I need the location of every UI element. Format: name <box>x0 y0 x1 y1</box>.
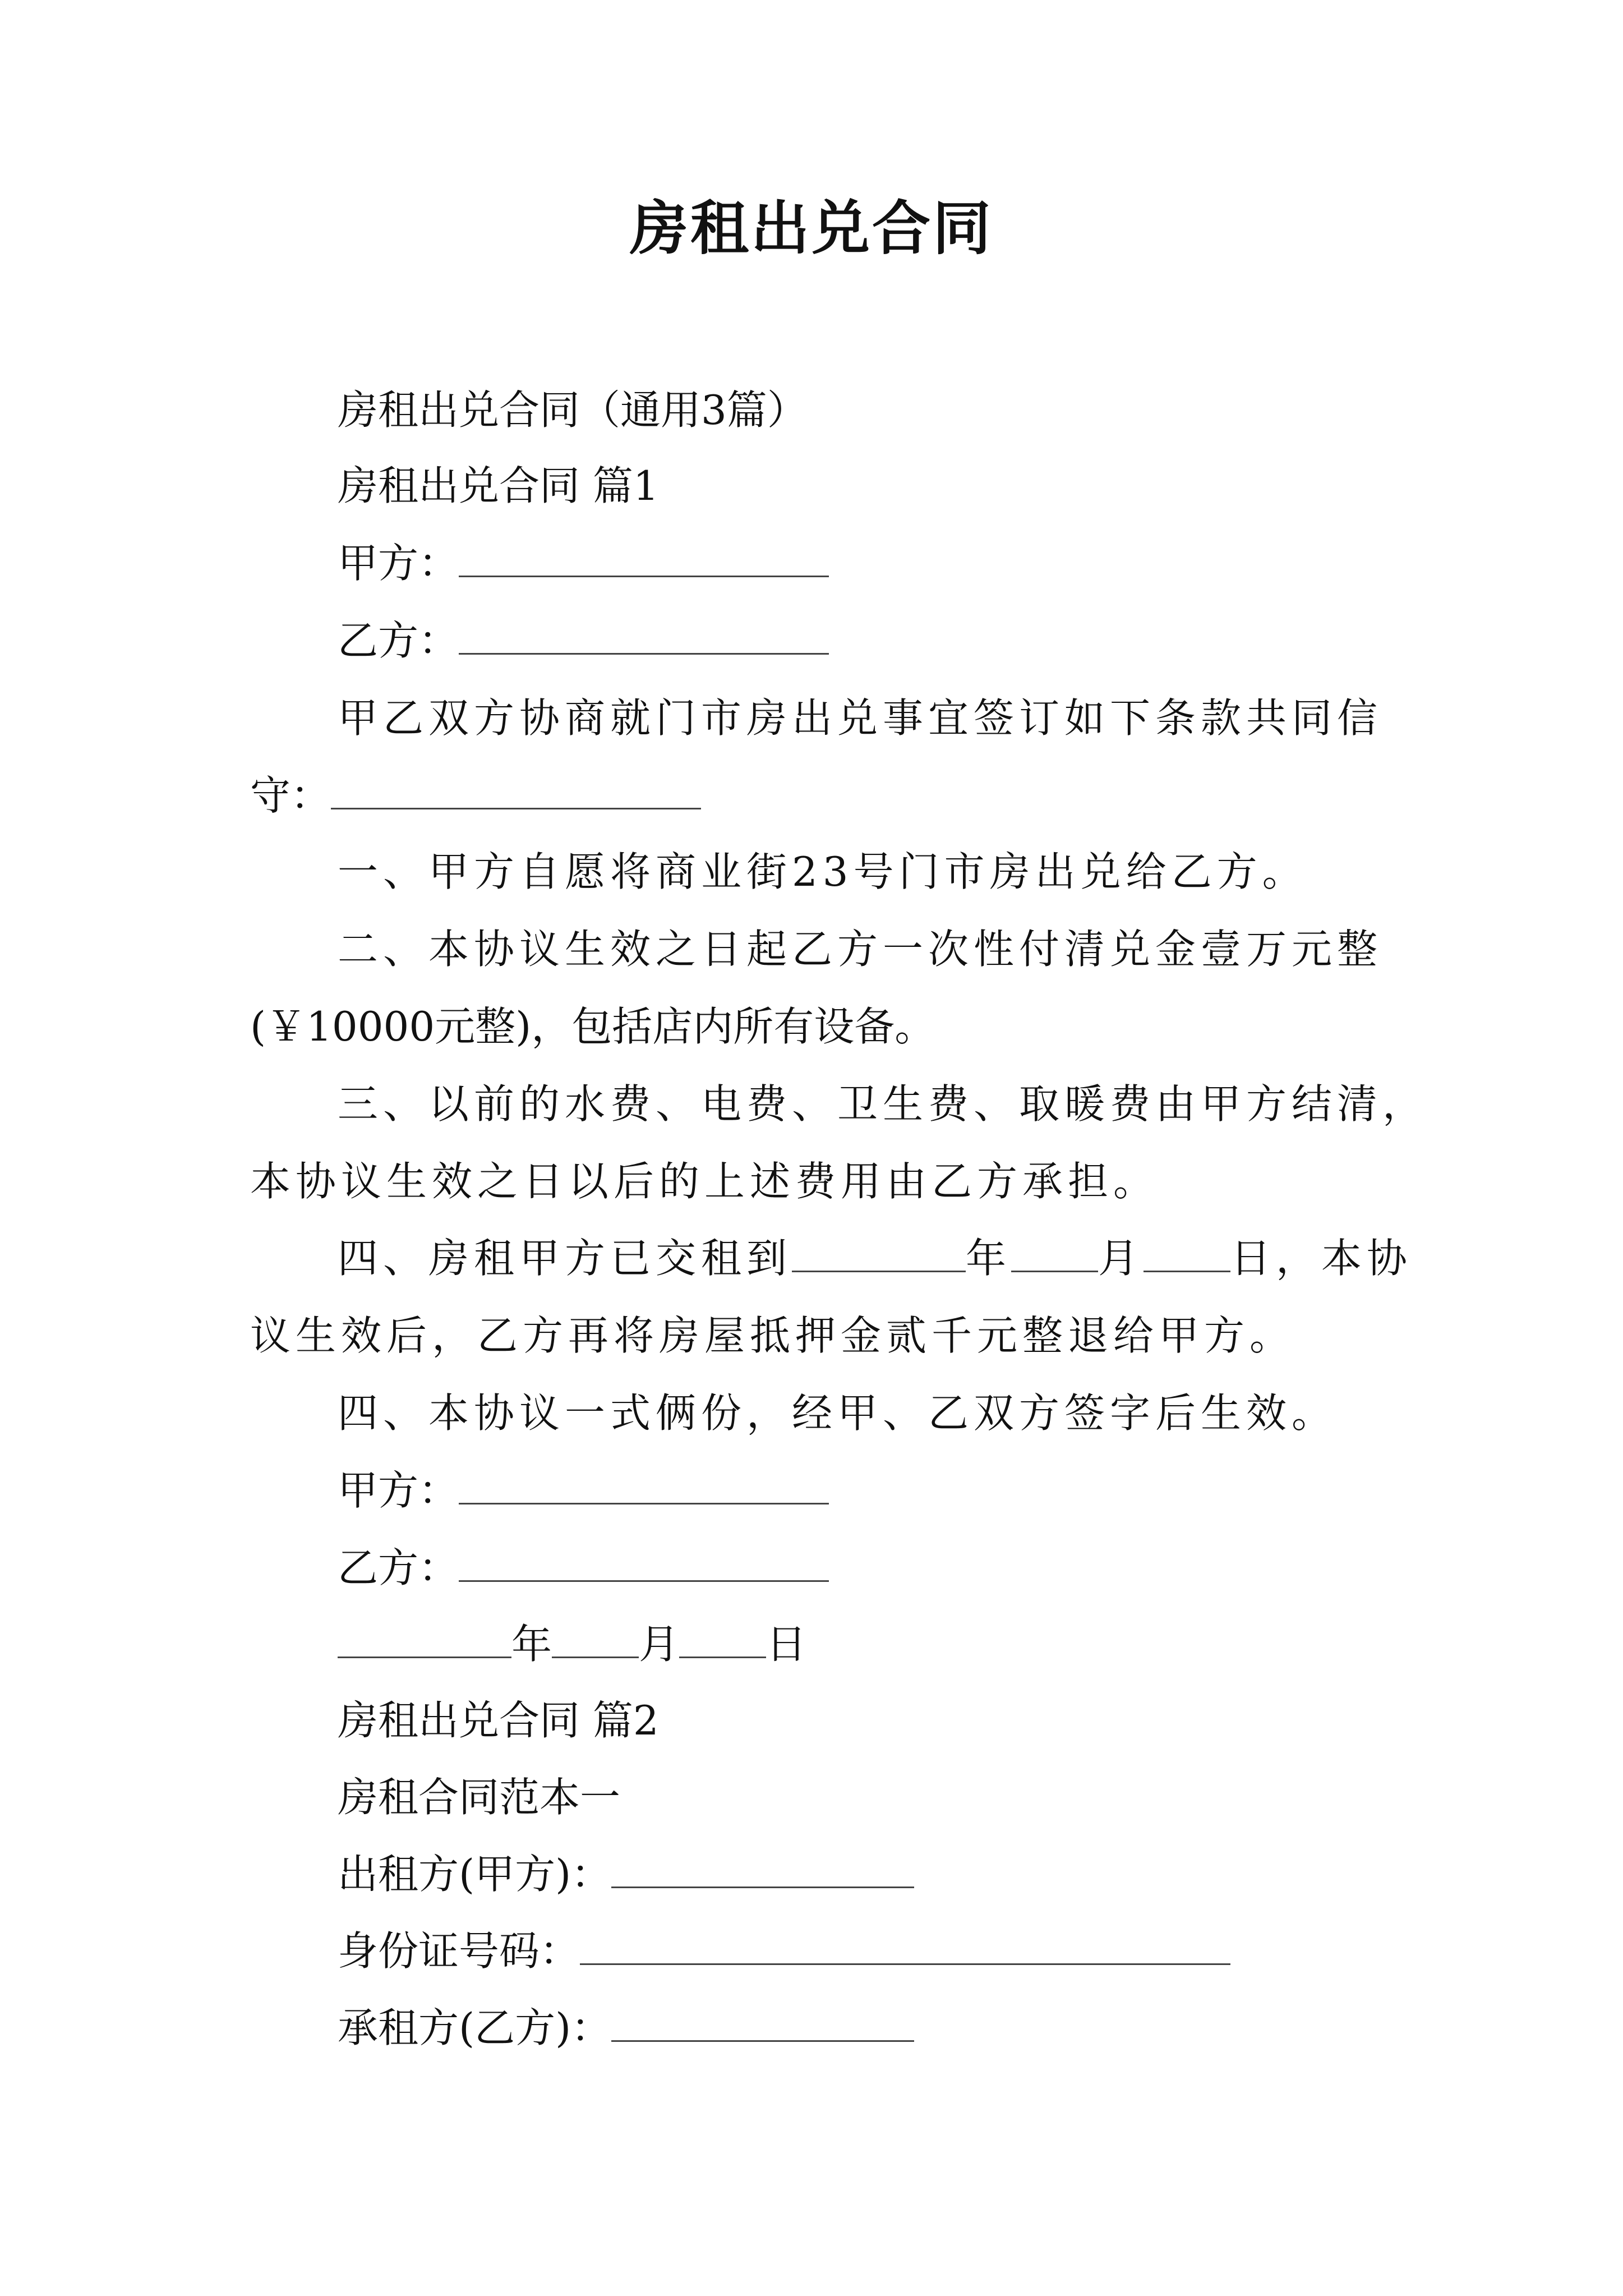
sign-b-blank <box>459 1549 829 1582</box>
clause-5-text: 四、本协议一式俩份，经甲、乙双方签字后生效。 <box>338 1389 1338 1437</box>
lessee-line <box>338 2004 914 2052</box>
sample-title-text: 房租合同范本一 <box>338 1774 621 1821</box>
date-day: 日 <box>766 1621 807 1668</box>
document-subtitle <box>338 386 808 434</box>
clause-4-month: 月 <box>1098 1235 1144 1282</box>
clause-5 <box>338 1389 1337 1437</box>
clause-4-day: 日，本协 <box>1230 1235 1413 1282</box>
clause-2-line-2 <box>250 1002 935 1051</box>
party-b-label: 乙方： <box>338 617 459 664</box>
sign-b-label: 乙方： <box>338 1544 459 1591</box>
lessor-label: 出租方(甲方)： <box>338 1851 612 1898</box>
intro-line-2 <box>250 771 701 820</box>
clause-1 <box>338 848 1308 896</box>
date-month-blank <box>552 1625 639 1658</box>
lessee-blank <box>611 2009 914 2042</box>
clause-2-text-2: (￥10000元整)，包括店内所有设备。 <box>250 1003 935 1050</box>
date-year: 年 <box>511 1621 552 1668</box>
clause-2-text-1: 二、本协议生效之日起乙方一次性付清兑金壹万元整 <box>338 926 1383 973</box>
section1-heading <box>338 462 659 510</box>
date-month: 月 <box>639 1621 680 1668</box>
section2-heading <box>338 1696 659 1745</box>
intro-text-1: 甲乙双方协商就门市房出兑事宜签订如下条款共同信 <box>338 694 1383 742</box>
sign-a-line <box>338 1466 829 1515</box>
date-year-blank <box>338 1625 511 1658</box>
clause-4-month-blank <box>1011 1239 1098 1272</box>
clause-3-line-1 <box>338 1080 1428 1128</box>
section1-heading-text: 房租出兑合同 篇1 <box>338 462 659 509</box>
clause-3-text-1: 三、以前的水费、电费、卫生费、取暖费由甲方结清， <box>338 1080 1428 1128</box>
id-number-label: 身份证号码： <box>338 1927 580 1975</box>
clause-4-prefix: 四、房租甲方已交租到 <box>338 1235 792 1282</box>
clause-4-line-1 <box>338 1234 1412 1282</box>
party-a-line <box>338 539 829 587</box>
subtitle-text: 房租出兑合同（通用3篇） <box>338 386 808 434</box>
section2-heading-text: 房租出兑合同 篇2 <box>338 1697 659 1744</box>
lessor-blank <box>611 1855 914 1888</box>
id-number-blank <box>580 1932 1230 1965</box>
date-day-blank <box>679 1625 766 1658</box>
clause-2-line-1 <box>338 925 1382 973</box>
sign-a-blank <box>459 1471 829 1504</box>
id-number-line <box>338 1927 1230 1975</box>
sample-title <box>338 1773 620 1821</box>
sign-b-line <box>338 1544 829 1592</box>
document-title: 房租出兑合同 <box>629 194 993 263</box>
clause-1-text: 一、甲方自愿将商业街23号门市房出兑给乙方。 <box>338 848 1308 895</box>
sign-date-line <box>338 1620 806 1668</box>
intro-text-2: 守： <box>250 772 331 819</box>
sign-a-label: 甲方： <box>338 1467 459 1514</box>
intro-line-1 <box>338 694 1382 742</box>
clause-4-year-blank <box>792 1239 966 1272</box>
clause-4-year: 年 <box>966 1235 1012 1282</box>
intro-blank <box>331 776 701 809</box>
lessor-line <box>338 1850 914 1898</box>
clause-3-text-2: 本协议生效之日以后的上述费用由乙方承担。 <box>250 1158 1159 1205</box>
party-a-blank <box>459 544 829 577</box>
party-b-line <box>338 616 829 665</box>
lessee-label: 承租方(乙方)： <box>338 2004 612 2051</box>
clause-3-line-2 <box>250 1157 1159 1205</box>
clause-4-line-2 <box>250 1312 1295 1360</box>
party-b-blank <box>459 622 829 655</box>
clause-4-text-2: 议生效后，乙方再将房屋抵押金贰千元整退给甲方。 <box>250 1312 1295 1359</box>
party-a-label: 甲方： <box>338 540 459 587</box>
clause-4-day-blank <box>1144 1239 1230 1272</box>
